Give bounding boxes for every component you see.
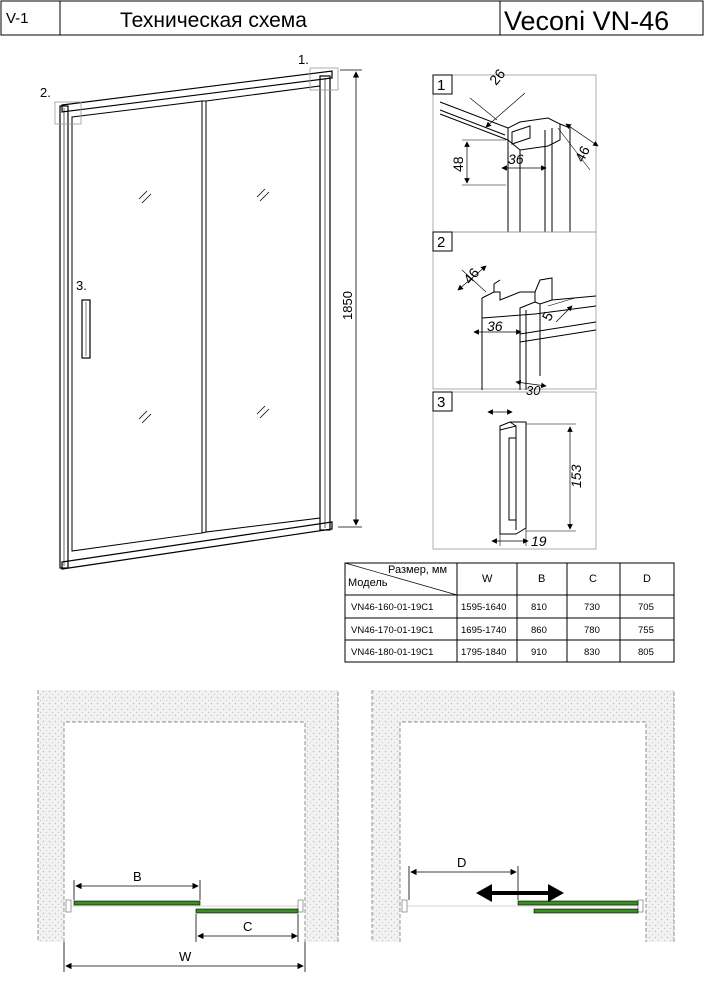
- table-row-1-model: VN46-160-01-19C1: [351, 602, 434, 613]
- version-label: V-1: [6, 10, 29, 27]
- detail-3-dim-153: 153: [568, 464, 584, 488]
- table-row-3-d: 805: [638, 647, 654, 658]
- table-header-d: D: [643, 573, 651, 585]
- plan-label-d: D: [457, 855, 467, 870]
- detail-1-number: 1: [437, 77, 446, 94]
- table-row-1-b: 810: [531, 602, 547, 613]
- table-corner-model: Модель: [348, 577, 388, 589]
- table-header-c: C: [589, 573, 597, 585]
- detail-2-side-profile: [433, 232, 596, 398]
- brand-model: Veconi VN-46: [504, 6, 670, 36]
- size-table: [345, 563, 674, 662]
- table-header-b: B: [538, 573, 546, 585]
- table-corner-size: Размер, мм: [388, 564, 448, 576]
- detail-3-handle: [433, 392, 596, 549]
- table-row-2-b: 860: [531, 625, 547, 636]
- drawing-title: Техническая схема: [120, 9, 307, 32]
- detail-1-dim-36: 36: [508, 151, 524, 167]
- detail-2-dim-46: 46: [460, 264, 483, 287]
- callout-1: 1.: [298, 52, 309, 67]
- table-row-1-d: 705: [638, 602, 654, 613]
- detail-2-dim-5: 5: [538, 309, 557, 324]
- table-row-3-w: 1795-1840: [461, 647, 507, 658]
- detail-2-dim-30: 30: [526, 383, 541, 398]
- callout-3: 3.: [76, 278, 87, 293]
- table-row-2-c: 780: [584, 625, 600, 636]
- table-row-2-model: VN46-170-01-19C1: [351, 625, 434, 636]
- detail-1-dim-26: 26: [486, 65, 509, 88]
- table-row-3-b: 910: [531, 647, 547, 658]
- height-dimension: 1850: [340, 291, 355, 320]
- door-front-view: [55, 68, 362, 569]
- detail-1-top-profile: [433, 66, 598, 232]
- table-row-3-model: VN46-180-01-19C1: [351, 647, 434, 658]
- detail-2-number: 2: [437, 234, 446, 251]
- table-header-w: W: [482, 573, 493, 585]
- plan-view-closed: [38, 690, 338, 972]
- table-row-1-w: 1595-1640: [461, 602, 507, 613]
- slide-direction-arrow: [476, 884, 564, 902]
- plan-label-w: W: [179, 949, 192, 964]
- table-row-1-c: 730: [584, 602, 600, 613]
- callout-2: 2.: [40, 85, 51, 100]
- detail-1-dim-48: 48: [450, 156, 466, 172]
- plan-view-open: [372, 690, 674, 942]
- table-row-3-c: 830: [584, 647, 600, 658]
- detail-3-number: 3: [437, 394, 446, 411]
- plan-label-b: B: [133, 869, 142, 884]
- title-block: [1, 1, 703, 36]
- detail-1-dim-46: 46: [571, 143, 593, 165]
- plan-label-c: C: [243, 919, 253, 934]
- table-row-2-w: 1695-1740: [461, 625, 507, 636]
- table-row-2-d: 755: [638, 625, 654, 636]
- detail-3-dim-19: 19: [531, 533, 547, 549]
- detail-2-dim-36: 36: [487, 318, 503, 334]
